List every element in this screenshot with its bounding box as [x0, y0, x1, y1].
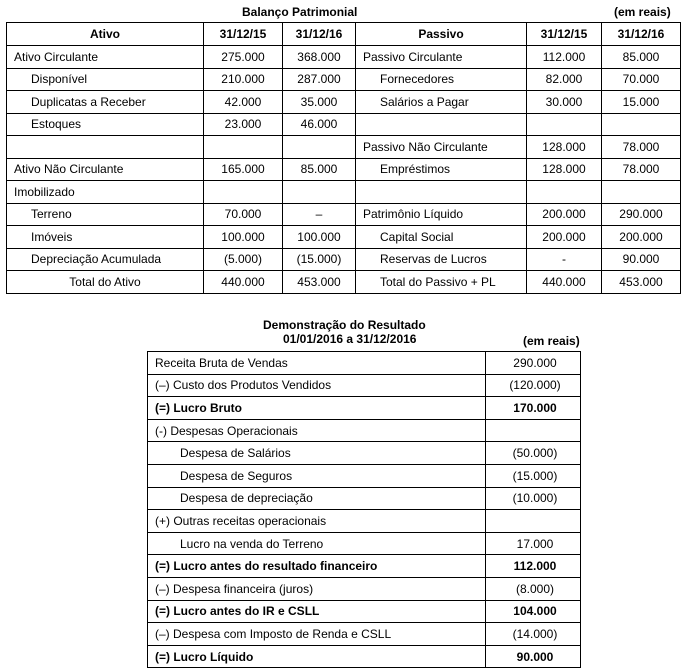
asset-2016: 287.000 [283, 68, 356, 91]
total-liabilities-label: Total do Passivo + PL [356, 271, 527, 294]
table-row [148, 577, 581, 600]
asset-2015: 42.000 [204, 91, 283, 114]
liability-2016 [602, 113, 681, 136]
liability-label [356, 181, 527, 204]
liability-2015: - [527, 248, 602, 271]
line-label: (–) Despesa financeira (juros) [148, 577, 486, 600]
table-row [148, 419, 581, 442]
asset-label: Duplicatas a Receber [7, 91, 204, 114]
table-row [7, 68, 681, 91]
asset-label [7, 136, 204, 159]
asset-2016: – [283, 203, 356, 226]
table-row [7, 136, 681, 159]
table-row [7, 158, 681, 181]
liability-label: Salários a Pagar [356, 91, 527, 114]
line-value: 290.000 [486, 352, 581, 375]
liability-2016: 70.000 [602, 68, 681, 91]
net-income-row [148, 645, 581, 668]
line-label: Despesa de Salários [148, 442, 486, 465]
line-label: Lucro na venda do Terreno [148, 532, 486, 555]
header-assets-2015: 31/12/15 [204, 23, 283, 46]
table-row [7, 203, 681, 226]
table-row [7, 248, 681, 271]
line-label: (=) Lucro antes do resultado financeiro [148, 555, 486, 578]
line-value: (120.000) [486, 374, 581, 397]
liability-label: Fornecedores [356, 68, 527, 91]
table-row [148, 510, 581, 533]
asset-label: Terreno [7, 203, 204, 226]
line-value: (14.000) [486, 623, 581, 646]
income-statement-period: 01/01/2016 a 31/12/2016 [283, 332, 417, 346]
line-label: Despesa de depreciação [148, 487, 486, 510]
line-label: (=) Lucro antes do IR e CSLL [148, 600, 486, 623]
subtotal-row [148, 555, 581, 578]
line-value: 170.000 [486, 397, 581, 420]
income-statement-unit: (em reais) [523, 334, 580, 348]
line-label: Receita Bruta de Vendas [148, 352, 486, 375]
liability-2016: 290.000 [602, 203, 681, 226]
asset-2015: 23.000 [204, 113, 283, 136]
asset-label: Ativo Circulante [7, 46, 204, 69]
line-label: (–) Despesa com Imposto de Renda e CSLL [148, 623, 486, 646]
asset-label: Disponível [7, 68, 204, 91]
line-label: (–) Custo dos Produtos Vendidos [148, 374, 486, 397]
subtotal-row [148, 397, 581, 420]
liability-2016: 200.000 [602, 226, 681, 249]
liability-2015: 200.000 [527, 226, 602, 249]
liability-2015: 82.000 [527, 68, 602, 91]
asset-2016 [283, 181, 356, 204]
table-row [148, 487, 581, 510]
asset-2015 [204, 181, 283, 204]
asset-label: Estoques [7, 113, 204, 136]
table-row [7, 91, 681, 114]
liability-2016: 85.000 [602, 46, 681, 69]
liability-label: Reservas de Lucros [356, 248, 527, 271]
asset-2016: 35.000 [283, 91, 356, 114]
line-value [486, 510, 581, 533]
liability-2016: 78.000 [602, 158, 681, 181]
balance-sheet-table [6, 22, 681, 294]
liability-label [356, 113, 527, 136]
line-value: (10.000) [486, 487, 581, 510]
subtotal-row [148, 600, 581, 623]
header-liabilities-2016: 31/12/16 [602, 23, 681, 46]
table-row [7, 226, 681, 249]
balance-sheet-title: Balanço Patrimonial [242, 5, 358, 19]
income-statement-title: Demonstração do Resultado [263, 318, 426, 332]
asset-2016: 100.000 [283, 226, 356, 249]
asset-2016: (15.000) [283, 248, 356, 271]
liability-label: Patrimônio Líquido [356, 203, 527, 226]
table-row [148, 464, 581, 487]
liability-label: Capital Social [356, 226, 527, 249]
table-row [148, 623, 581, 646]
header-liabilities-2015: 31/12/15 [527, 23, 602, 46]
table-row [7, 181, 681, 204]
table-row [7, 113, 681, 136]
asset-2015: 210.000 [204, 68, 283, 91]
table-row [148, 442, 581, 465]
total-assets-2016: 453.000 [283, 271, 356, 294]
asset-2016: 46.000 [283, 113, 356, 136]
header-liabilities: Passivo [356, 23, 527, 46]
line-value: 112.000 [486, 555, 581, 578]
liability-2015 [527, 181, 602, 204]
balance-sheet-header-row [7, 23, 681, 46]
balance-sheet-unit: (em reais) [614, 5, 671, 19]
asset-2015: (5.000) [204, 248, 283, 271]
liability-2015: 128.000 [527, 136, 602, 159]
liability-2016 [602, 181, 681, 204]
net-income-value: 90.000 [486, 645, 581, 668]
income-statement-table [147, 351, 581, 668]
line-value: (15.000) [486, 464, 581, 487]
liability-2015: 112.000 [527, 46, 602, 69]
asset-2016 [283, 136, 356, 159]
header-assets-2016: 31/12/16 [283, 23, 356, 46]
line-value: (50.000) [486, 442, 581, 465]
asset-2015: 70.000 [204, 203, 283, 226]
liability-2016: 15.000 [602, 91, 681, 114]
total-assets-label: Total do Ativo [7, 271, 204, 294]
line-label: (=) Lucro Bruto [148, 397, 486, 420]
net-income-label: (=) Lucro Líquido [148, 645, 486, 668]
line-label: Despesa de Seguros [148, 464, 486, 487]
header-assets: Ativo [7, 23, 204, 46]
asset-label: Imóveis [7, 226, 204, 249]
liability-label: Empréstimos [356, 158, 527, 181]
line-value: (8.000) [486, 577, 581, 600]
line-label: (+) Outras receitas operacionais [148, 510, 486, 533]
table-row [148, 532, 581, 555]
asset-2015 [204, 136, 283, 159]
liability-label: Passivo Circulante [356, 46, 527, 69]
asset-2015: 100.000 [204, 226, 283, 249]
total-assets-2015: 440.000 [204, 271, 283, 294]
total-row [7, 271, 681, 294]
asset-label: Depreciação Acumulada [7, 248, 204, 271]
total-liabilities-2016: 453.000 [602, 271, 681, 294]
table-row [148, 352, 581, 375]
asset-label: Imobilizado [7, 181, 204, 204]
table-row [148, 374, 581, 397]
line-value: 17.000 [486, 532, 581, 555]
asset-2015: 165.000 [204, 158, 283, 181]
line-value [486, 419, 581, 442]
total-liabilities-2015: 440.000 [527, 271, 602, 294]
liability-2016: 78.000 [602, 136, 681, 159]
liability-label: Passivo Não Circulante [356, 136, 527, 159]
asset-2016: 368.000 [283, 46, 356, 69]
line-label: (-) Despesas Operacionais [148, 419, 486, 442]
table-row [7, 46, 681, 69]
liability-2015: 30.000 [527, 91, 602, 114]
asset-2015: 275.000 [204, 46, 283, 69]
liability-2015: 128.000 [527, 158, 602, 181]
asset-label: Ativo Não Circulante [7, 158, 204, 181]
liability-2015 [527, 113, 602, 136]
asset-2016: 85.000 [283, 158, 356, 181]
liability-2016: 90.000 [602, 248, 681, 271]
liability-2015: 200.000 [527, 203, 602, 226]
line-value: 104.000 [486, 600, 581, 623]
